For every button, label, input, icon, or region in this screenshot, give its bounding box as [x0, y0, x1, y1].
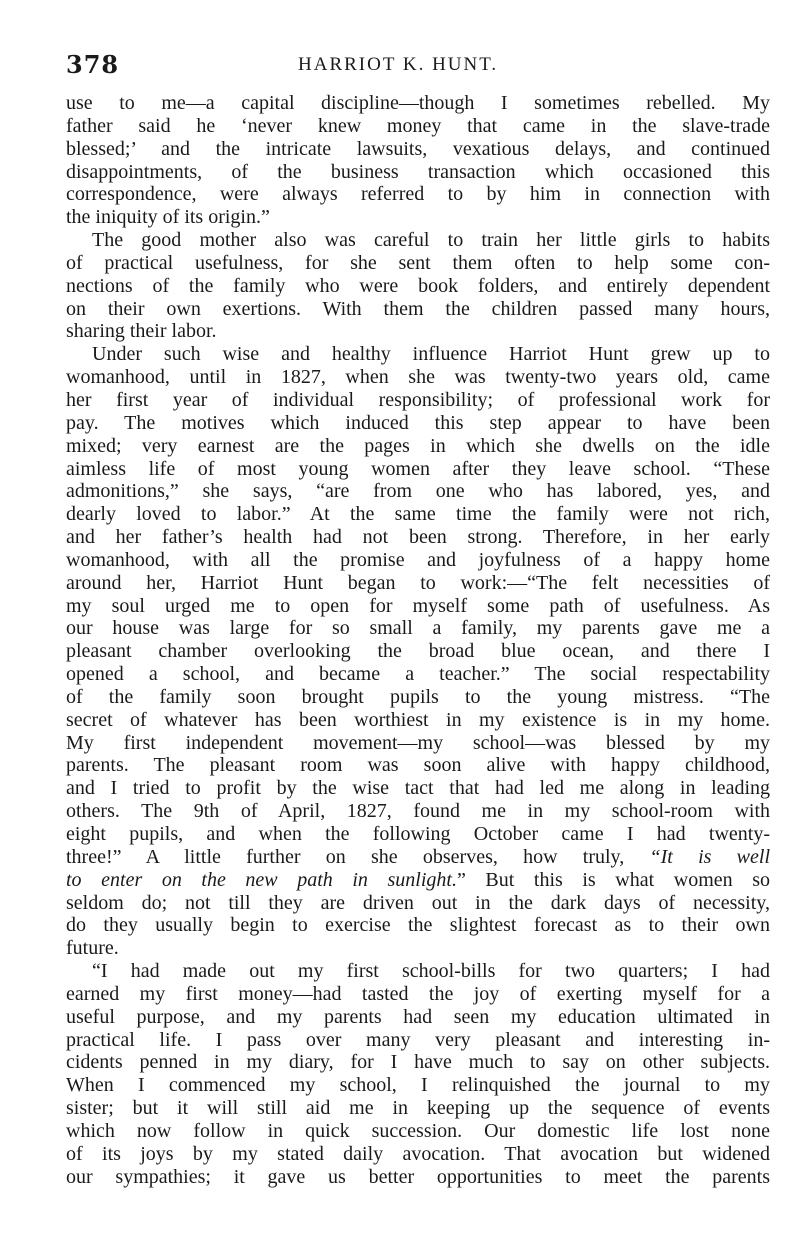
text-line: Under such wise and healthy influence Harriot Hunt grew up to	[92, 343, 770, 366]
text-line: practical life. I pass over many very pleasant and interesting in-	[66, 1028, 770, 1051]
text-line: future.	[66, 937, 119, 960]
text-line-mixed: to enter on the new path in sunlight.” But this is what women so	[66, 868, 771, 891]
text-line: “I had made out my first school-bills for two quarters; I had	[92, 960, 770, 983]
text-line: father said he ‘never knew money that came in the slave-trade	[66, 114, 770, 137]
text-line: sister; but it will still aid me in keeping up the sequence of events	[66, 1097, 770, 1120]
text-line: our sympathies; it gave us better opportunities to meet the parents	[66, 1165, 770, 1188]
italic-segment: It is well	[660, 845, 770, 868]
text-line: The good mother also was careful to train her little girls to habits	[92, 229, 770, 252]
text-line: sharing their labor.	[66, 320, 217, 343]
text-line: pleasant chamber overlooking the broad blue ocean, and there I	[66, 640, 770, 663]
text-line: of practical usefulness, for she sent them often to help some con-	[66, 251, 770, 274]
text-line: correspondence, were always referred to by him in connection with	[66, 183, 770, 206]
text-line: cidents penned in my diary, for I have much to say on other subjects.	[66, 1051, 770, 1074]
text-line: useful purpose, and my parents had seen my education ultimated in	[66, 1005, 770, 1028]
text-line: her first year of individual responsibility; of professional work for	[66, 388, 770, 411]
text-line: earned my first money—had tasted the joy of exerting myself for a	[66, 982, 770, 1005]
text-line: the iniquity of its origin.”	[66, 206, 270, 229]
page-number: 378	[66, 50, 120, 79]
text-line: disappointments, of the business transaction which occasioned this	[66, 160, 770, 183]
text-line: and her father’s health had not been strong. Therefore, in her early	[66, 526, 770, 549]
text-line: of the family soon brought pupils to the young mistress. “The	[66, 685, 770, 708]
text-line: seldom do; not till they are driven out in the dark days of necessity,	[66, 891, 770, 914]
text-line: nections of the family who were book folders, and entirely dependent	[66, 274, 770, 297]
text-line: My first independent movement—my school—was blessed by my	[66, 731, 770, 754]
text-segment: But this is what women so	[485, 868, 771, 891]
running-head: HARRIOT K. HUNT.	[298, 54, 499, 75]
text-line: When I commenced my school, I relinquished the journal to my	[66, 1074, 770, 1097]
text-line: aimless life of most young women after they leave school. “These	[66, 457, 770, 480]
text-line: womanhood, until in 1827, when she was twenty-two years old, came	[66, 366, 770, 389]
italic-quote: “It is well	[649, 845, 770, 868]
italic-quote: to enter on the new path in sunlight.	[66, 868, 457, 891]
text-line: and I tried to profit by the wise tact that had led me along in leading	[66, 777, 770, 800]
page-header	[66, 50, 766, 80]
text-line: secret of whatever has been worthiest in my existence is in my home.	[66, 708, 770, 731]
text-line: blessed;’ and the intricate lawsuits, vexatious delays, and continued	[66, 137, 770, 160]
text-line-mixed	[66, 846, 770, 869]
text-line: pay. The motives which induced this step appear to have been	[66, 411, 770, 434]
text-line: admonitions,” she says, “are from one who has labored, yes, and	[66, 480, 770, 503]
text-line: of its joys by my stated daily avocation. That avocation but widened	[66, 1142, 770, 1165]
body-text	[66, 92, 770, 1189]
text-line: parents. The pleasant room was soon alive with happy childhood,	[66, 754, 770, 777]
text-line: opened a school, and became a teacher.” The social respectability	[66, 663, 770, 686]
text-line: which now follow in quick succession. Our domestic life lost none	[66, 1119, 770, 1142]
text-line: mixed; very earnest are the pages in which she dwells on the idle	[66, 434, 770, 457]
text-line: around her, Harriot Hunt began to work:—“The felt necessities of	[66, 571, 770, 594]
text-line: use to me—a capital discipline—though I sometimes rebelled. My	[66, 92, 770, 114]
text-line: on their own exertions. With them the children passed many hours,	[66, 297, 770, 320]
text-line: my soul urged me to open for myself some path of usefulness. As	[66, 594, 770, 617]
text-line: eight pupils, and when the following October came I had twenty-	[66, 823, 770, 845]
text-line: others. The 9th of April, 1827, found me in my school-room with	[66, 800, 770, 823]
text-segment: three!” A little further on she observes, how truly,	[66, 845, 625, 868]
text-line: womanhood, with all the promise and joyfulness of a happy home	[66, 548, 770, 571]
text-line: do they usually begin to exercise the slightest forecast as to their own	[66, 914, 770, 937]
text-line: our house was large for so small a family, my parents gave me a	[66, 617, 770, 640]
text-line: dearly loved to labor.” At the same time the family were not rich,	[66, 503, 770, 526]
